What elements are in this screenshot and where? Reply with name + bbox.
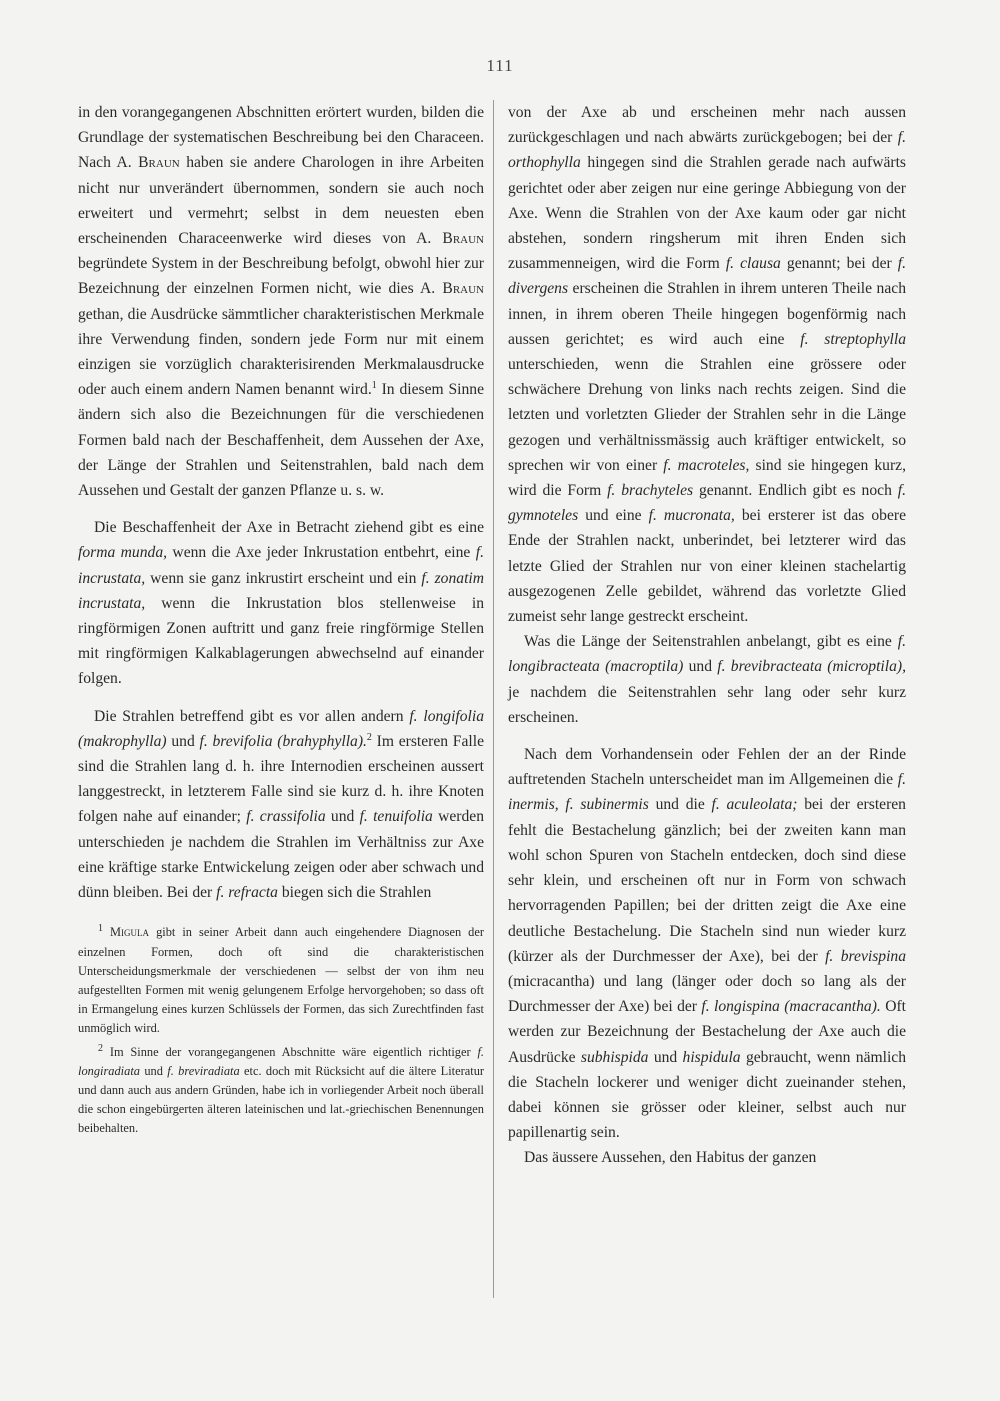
right-paragraph-4: Das äussere Aussehen, den Habitus der ganzen xyxy=(524,1149,817,1167)
footnotes xyxy=(78,923,484,1138)
right-paragraph-3: Nach dem Vorhandensein oder Fehlen der an der Rinde auftretenden Stacheln unterscheidet man im Allgemeinen die f. inermis, f. subinermis und die f. aculeolata; bei der ersteren fehlt die Bestachelung gänzlich; bei der zweiten kann man wohl schon Spuren von Stacheln entdecken, doch sind diese sehr klein, und erscheinen oft nur in Form von schwach hervorragenden Papillen; bei der dritten zeigt die Axe eine deutliche Bestachelung. Die Stacheln sind nun wieder kurz (kürzer als der Durchmesser der Axe), bei der f. brevispina (micracantha) und lang (länger oder doch so lang als der Durchmesser der Axe) bei der f. longispina (macracantha). Oft werden zur Bezeichnung der Bestachelung der Axe auch die Ausdrücke subhispida und hispidula gebraucht, wenn nämlich die Stacheln lockerer und weniger dicht zueinander stehen, dabei können sie grösser oder kleiner, selbst auch nur papillenartig sein. xyxy=(508,746,906,1142)
page-number: 111 xyxy=(486,56,514,75)
left-column xyxy=(78,100,484,1139)
right-paragraph-2: Was die Länge der Seitenstrahlen anbelangt, gibt es eine f. longibracteata (macroptila) und f. brevibracteata (microptila), je nachdem die Seitenstrahlen sehr lang oder sehr kurz erscheinen. xyxy=(508,633,906,726)
footnote-1: $^1$ Migula gibt in seiner Arbeit dann auch eingehendere Diagnosen der einzelnen Formen, doch oft sind die charakteristischen Unterscheidungsmerkmale der verschiedenen — selbst der von ihm neu aufgestellten Formen mit wenig gelungenem Erfolge hervorgehoben; so dass oft in Ermangelung eines kurzen Schlüssels der Formen, das sich Zurechtfinden fast unmöglich wird. xyxy=(78,923,484,1036)
left-paragraph-3: Die Strahlen betreffend gibt es vor allen andern f. longifolia (makrophylla) und f. brevifolia (brahyphylla).$^2$ Im ersteren Falle sind die Strahlen lang d. h. ihre Internodien erscheinen aussert langgestreckt, in letzterem Falle sind sie kurz d. h. ihre Knoten folgen nahe auf einander; f. crassifolia und f. tenuifolia werden unterschieden je nachdem die Strahlen im Verhältniss zur Axe eine kräftige starke Entwickelung zeigen oder aber schwach und dünn bleiben. Bei der f. refracta biegen sich die Strahlen xyxy=(78,707,485,902)
column-divider xyxy=(493,100,494,1298)
footnote-ref-1: 1 xyxy=(371,380,377,392)
right-paragraph-1: von der Axe ab und erscheinen mehr nach aussen zurückgeschlagen und nach abwärts zurückgebogen; bei der f. orthophylla hingegen sind die Strahlen gerade nach aufwärts gerichtet oder aber zeigen nur eine geringe Abbiegung von der Axe. Wenn die Strahlen von der Axe kaum oder gar nicht abstehen, sondern ringsherum mit ihren Enden sich zusammenneigen, wird die Form f. clausa genannt; bei der f. divergens erscheinen die Strahlen in ihrem unteren Theile nach innen, in ihrem oberen Theile hingegen bogenförmig nach aussen gerichtet; es wird auch eine f. streptophylla unterschieden, wenn die Strahlen eine grössere oder schwächere Drehung von links nach rechts zeigen. Sind die letzten und vorletzten Glieder der Strahlen sehr in die Länge gezogen und verhältnissmässig auch kräftiger entwickelt, so sprechen wir von einer f. macroteles, sind sie hingegen kurz, wird die Form f. brachyteles genannt. Endlich gibt es noch f. gymnoteles und eine f. mucronata, bei ersterer ist das obere Ende der Strahlen nackt, unberindet, bei letzterer wird das letzte Glied der Strahlen nur von einer kleinen stachelartig ausgezogenen Zelle gebildet, während das vorletzte Glied zumeist sehr lange gestreckt erscheint. xyxy=(508,104,906,626)
author-name: Migula xyxy=(110,925,150,940)
left-paragraph-2: Die Beschaffenheit der Axe in Betracht ziehend gibt es eine forma munda, wenn die Axe jeder Inkrustation entbehrt, eine f. incrustata, wenn sie ganz inkrustirt erscheint und ein f. zonatim incrustata, wenn die Inkrustation blos stellenweise in ringförmigen Zonen auftritt und ganz freie ringförmige Stellen mit ringförmigen Kalkablagerungen abwechselnd auf einander folgen. xyxy=(78,519,484,688)
author-name: Braun xyxy=(138,154,180,172)
author-name: Braun xyxy=(442,230,484,248)
footnote-2: $^2$ Im Sinne der vorangegangenen Abschnitte wäre eigentlich richtiger f. longiradiata und f. breviradiata etc. doch mit Rücksicht auf die ältere Literatur und dann auch aus andern Gründen, habe ich in vorliegender Arbeit noch überall die schon eingebürgerten älteren lateinischen und lat.-griechischen Benennungen beibehalten. xyxy=(78,1042,485,1136)
footnote-ref-2: 2 xyxy=(366,731,372,743)
right-column xyxy=(508,100,906,1171)
left-paragraph-1: in den vorangegangenen Abschnitten erörtert wurden, bilden die Grundlage der systematischen Beschreibung bei den Characeen. Nach A. Braun haben sie andere Charologen in ihre Arbeiten nicht nur unverändert übernommen, sondern sie auch noch erweitert und vermehrt; selbst in dem neuesten eben erscheinenden Characeenwerke wird dieses von A. Braun begründete System in der Beschreibung befolgt, obwohl hier zur Bezeichnung der einzelnen Formen nicht, wie dies A. Braun gethan, die Ausdrücke sämmtlicher charakteristischen Merkmale ihre Verwendung finden, sondern jede Form nur mit einem einzigen sie vorzüglich charakterisirenden Merkmalausdrucke oder auch einem andern Namen benannt wird.$^1$ In diesem Sinne ändern sich also die Bezeichnungen für die verschiedenen Formen bald nach der Beschaffenheit, dem Aussehen der Axe, der Länge der Strahlen und Seitenstrahlen, bald nach dem Aussehen und Gestalt der ganzen Pflanze u. s. w. xyxy=(78,104,485,500)
author-name: Braun xyxy=(442,280,484,298)
